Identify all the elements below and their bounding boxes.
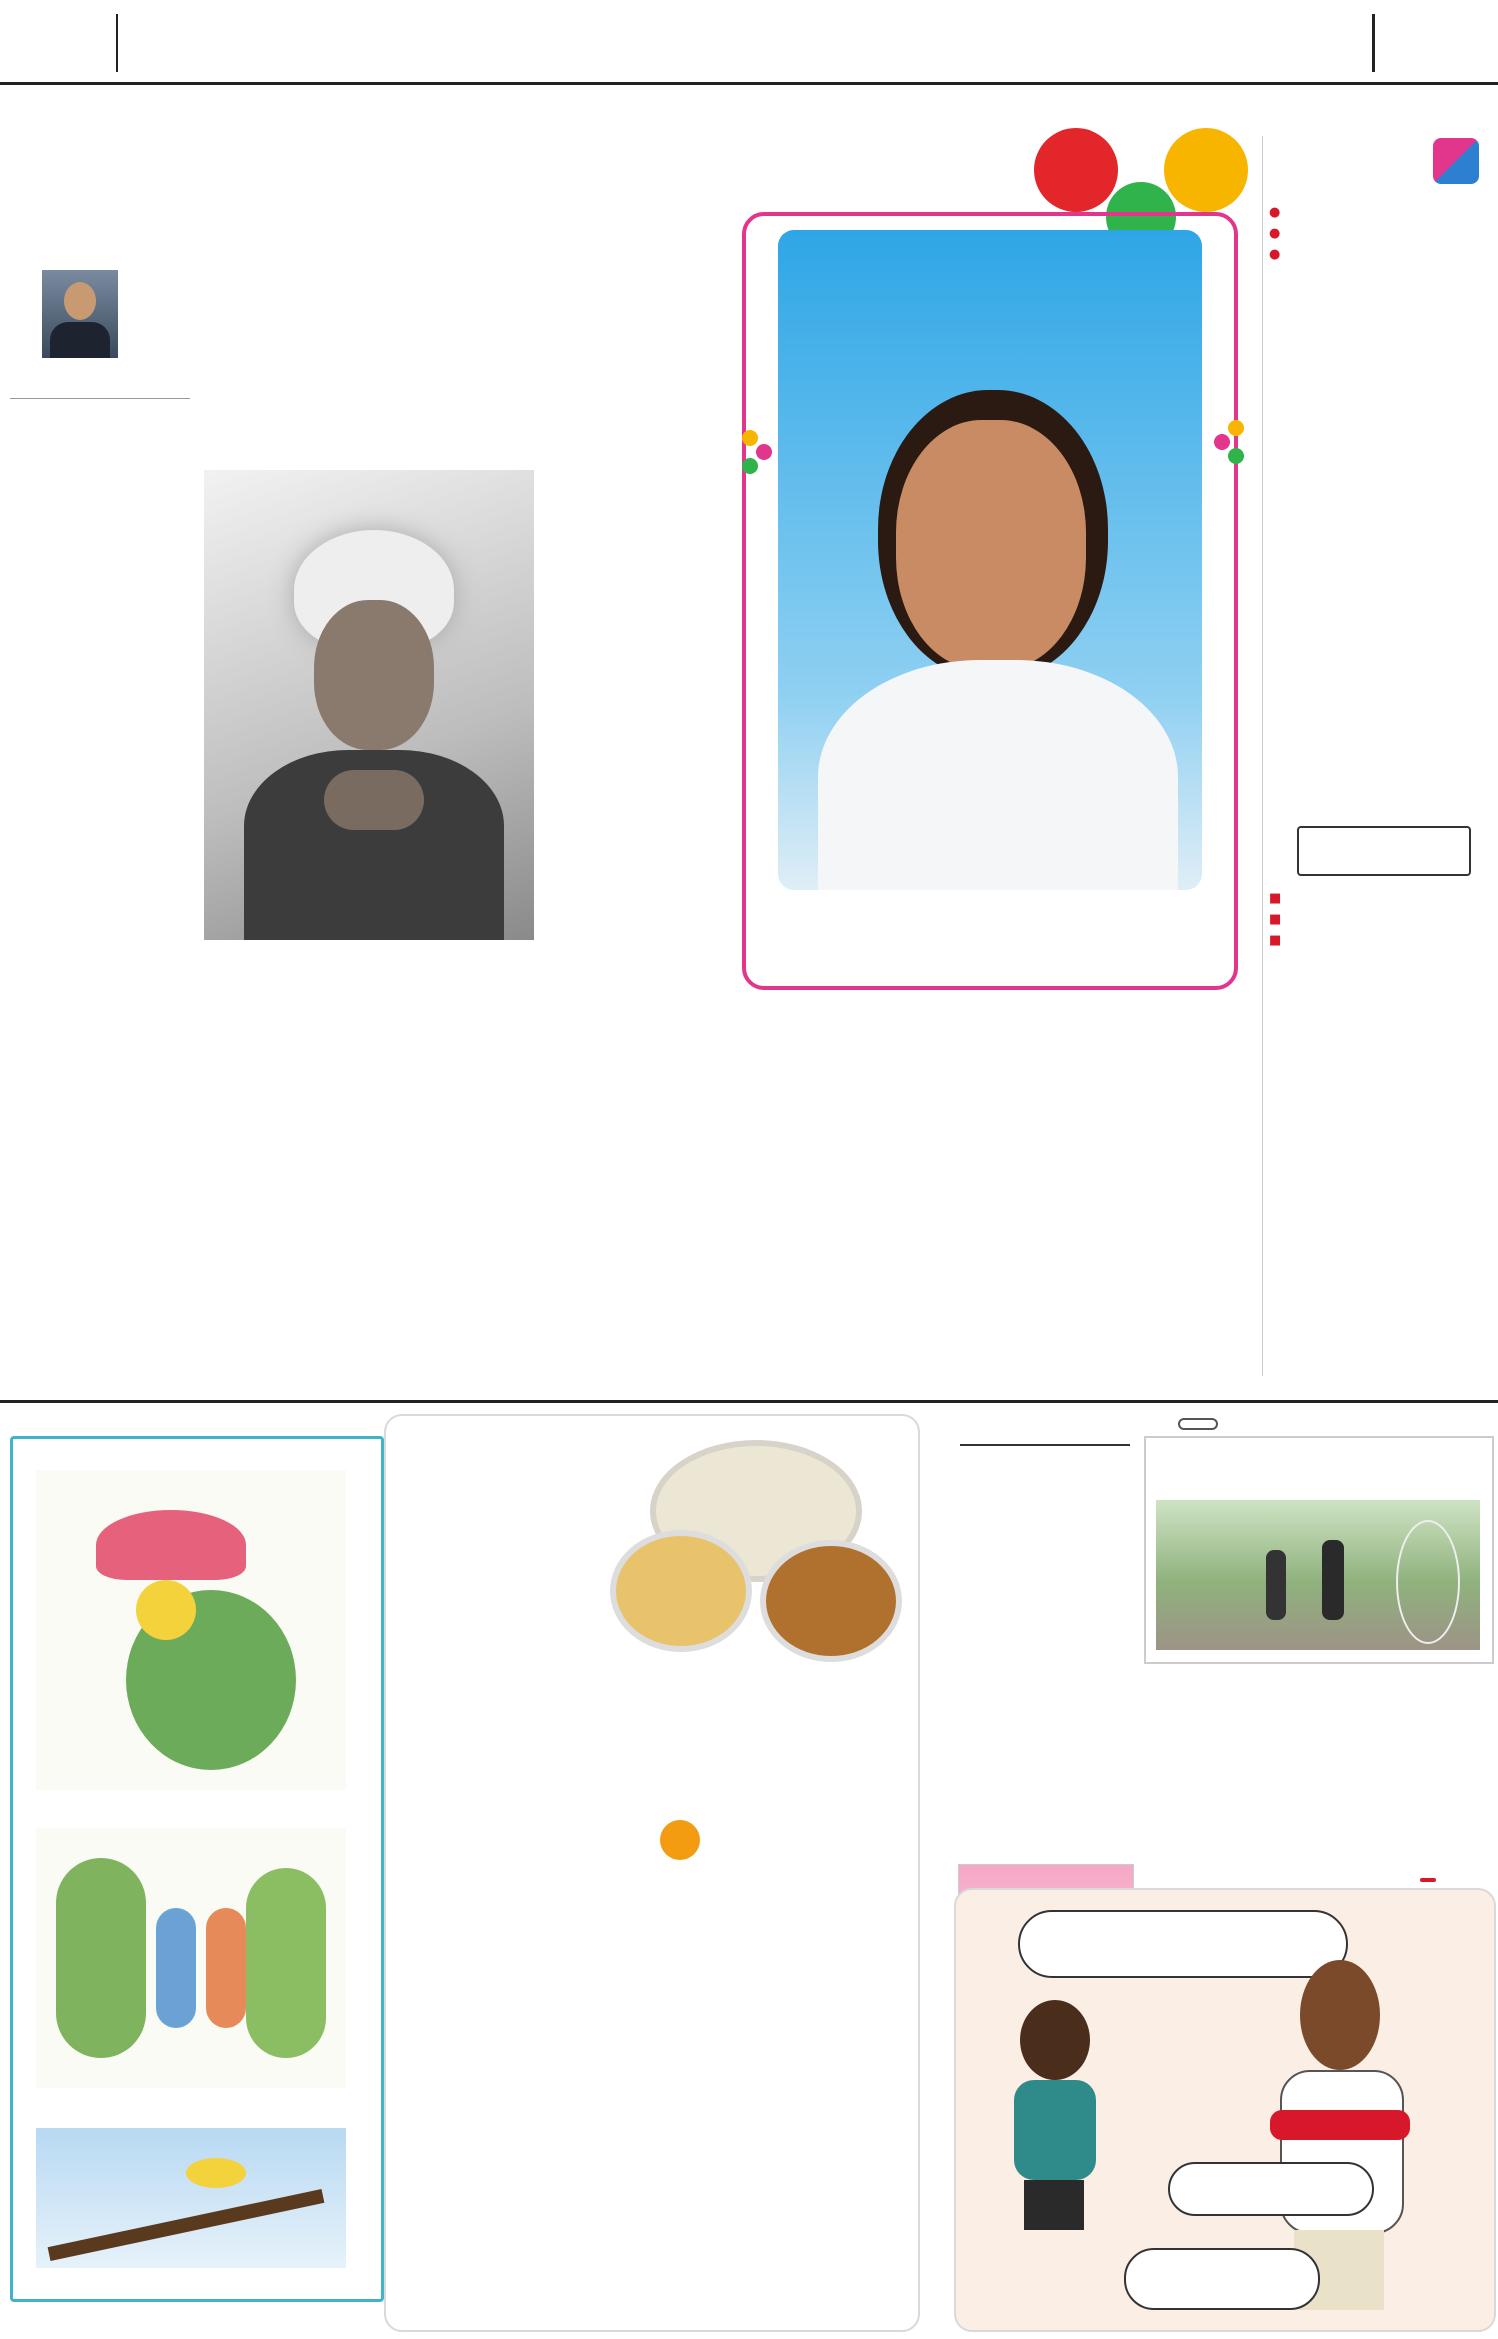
- poem3-text: [614, 2198, 754, 2328]
- frame-decor-right: [1214, 420, 1248, 468]
- lead-col3-bottom: [396, 1000, 720, 1396]
- guinness-text: [1144, 1666, 1490, 1856]
- guinness-label: [1178, 1418, 1218, 1430]
- masthead: [0, 0, 1498, 82]
- guinness-photo: [1156, 1500, 1480, 1650]
- drawing-bird: [36, 2128, 346, 2268]
- comic-bubble-2: [1168, 2162, 1374, 2216]
- aina-photo: [778, 230, 1202, 890]
- lead-col3-top: [540, 258, 720, 958]
- drawing-turtle: [36, 1470, 346, 1790]
- khilikhili-badge: [1433, 138, 1479, 184]
- poem3-col2: [756, 1700, 906, 2240]
- opinion-item: ■: [1269, 912, 1282, 927]
- poem2-text: [400, 1880, 610, 2300]
- opinion-item: ■: [1269, 933, 1282, 948]
- lead-col2-bottom: [200, 1000, 386, 1396]
- poem1-text: [400, 1462, 606, 1792]
- comic-tag: [1420, 1878, 1436, 1882]
- joke-item: ●: [1269, 205, 1281, 220]
- joke-item: ●: [1269, 247, 1281, 262]
- aina-letter-na: [1164, 128, 1248, 212]
- lead-col1-body: [10, 1000, 192, 1396]
- joke-list: [1269, 202, 1487, 822]
- frame-decor-left: [742, 430, 776, 478]
- comic-child: [1000, 2000, 1110, 2230]
- lead-col4-bottom: [728, 1000, 910, 1290]
- drawing-children: [36, 1828, 346, 2088]
- einstein-photo: [204, 470, 534, 940]
- author-photo: [42, 270, 118, 358]
- masthead-divider: [116, 14, 118, 72]
- matamata-box: [1297, 826, 1471, 876]
- opinion-item: ■: [1269, 891, 1282, 906]
- food-photo: [610, 1430, 906, 1670]
- comic-bubble-3: [1124, 2248, 1320, 2310]
- section-divider: [0, 1400, 1498, 1403]
- masthead-rule: [0, 82, 1498, 85]
- lead-col2-top: [200, 258, 386, 458]
- opinion-list: [1269, 888, 1487, 1368]
- khilikhili-panel: [1262, 136, 1493, 1376]
- masthead-divider-right: [1372, 14, 1375, 72]
- crow-headline: [20, 2044, 21, 2045]
- lead-col1-intro: [10, 404, 192, 1004]
- kabita-title-art: [590, 1700, 710, 2000]
- tumapadhiba-text: [956, 1452, 1136, 1808]
- joke-item: ●: [1269, 226, 1281, 241]
- author-rule: [10, 398, 190, 399]
- tumapadhiba-rule: [960, 1444, 1130, 1446]
- aina-letter-aa: [1034, 128, 1118, 212]
